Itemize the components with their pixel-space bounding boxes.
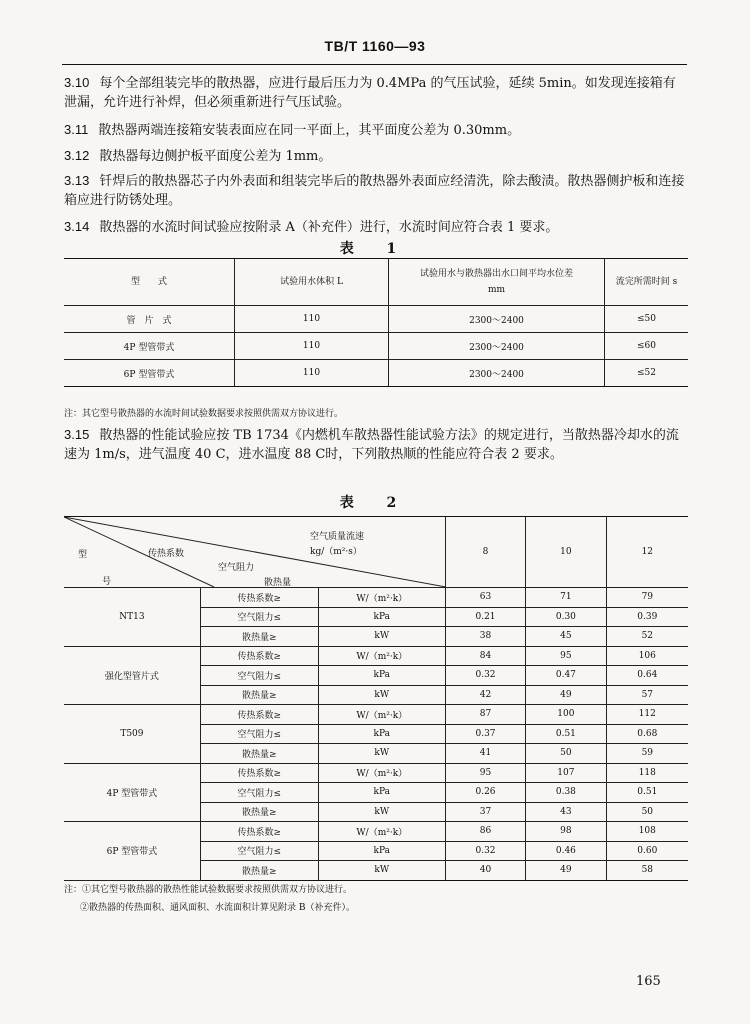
clause-number: 3.13 (64, 173, 90, 188)
value-cell: 71 (526, 588, 606, 608)
table-cell: ≤50 (605, 306, 689, 333)
table-row (64, 360, 688, 387)
value-cell: 118 (606, 763, 688, 783)
clause-number: 3.15 (64, 427, 90, 442)
unit-cell: kW (318, 802, 445, 822)
standard-number: TB/T 1160—93 (324, 38, 426, 54)
param-cell: 散热量≥ (200, 861, 318, 881)
table2 (64, 516, 688, 881)
type-label-bottom: 号 (102, 577, 112, 587)
model-cell: NT13 (64, 588, 200, 647)
value-cell: 37 (445, 802, 525, 822)
value-cell: 0.46 (526, 841, 606, 861)
value-cell: 0.37 (445, 724, 525, 744)
model-cell: T509 (64, 705, 200, 764)
unit-cell: kW (318, 861, 445, 881)
table-cell: ≤60 (605, 333, 689, 360)
value-cell: 59 (606, 744, 688, 764)
mass-flow-label: 空气质量流速 (310, 532, 365, 542)
value-cell: 49 (526, 861, 606, 881)
table1 (64, 258, 688, 387)
air-resistance-label: 空气阻力 (218, 563, 255, 573)
value-cell: 0.39 (606, 607, 688, 627)
unit-cell: kW (318, 744, 445, 764)
value-cell: 0.32 (445, 666, 525, 686)
value-cell: 98 (526, 822, 606, 842)
unit-cell: W/（m²·k） (318, 588, 445, 608)
table2-note-2: ②散热器的传热面积、通风面积、水流面积计算见附录 B（补充件）。 (80, 903, 355, 913)
table-row (64, 763, 688, 783)
value-cell: 0.51 (606, 783, 688, 803)
unit-cell: W/（m²·k） (318, 763, 445, 783)
value-cell: 49 (526, 685, 606, 705)
value-cell: 58 (606, 861, 688, 881)
table2-caption: 表 2 (339, 495, 411, 511)
table-row (64, 646, 688, 666)
mass-flow-unit: kg/（m²·s） (310, 547, 362, 557)
table-row (64, 822, 688, 842)
table-cell: 2300～2400 (389, 360, 605, 387)
value-cell: 84 (445, 646, 525, 666)
table2-note-1: 注：①其它型号散热器的散热性能试验数据要求按照供需双方协议进行。 (64, 885, 353, 895)
unit-cell: kPa (318, 724, 445, 744)
param-cell: 空气阻力≤ (200, 783, 318, 803)
flow-column-header: 12 (606, 517, 688, 588)
table-header: 试验用水体积 L (235, 259, 389, 306)
unit-cell: W/（m²·k） (318, 646, 445, 666)
diagonal-lines (64, 517, 446, 587)
type-label-top: 型 (78, 550, 88, 560)
unit-cell: kPa (318, 841, 445, 861)
clause-number: 3.11 (64, 122, 89, 137)
param-cell: 空气阻力≤ (200, 841, 318, 861)
table-header-row (64, 259, 688, 306)
header-rule (62, 64, 687, 65)
param-cell: 传热系数≥ (200, 822, 318, 842)
value-cell: 41 (445, 744, 525, 764)
clause-3-13 (64, 171, 688, 210)
value-cell: 0.21 (445, 607, 525, 627)
param-cell: 传热系数≥ (200, 646, 318, 666)
unit-cell: kPa (318, 783, 445, 803)
value-cell: 0.68 (606, 724, 688, 744)
param-cell: 传热系数≥ (200, 763, 318, 783)
value-cell: 0.60 (606, 841, 688, 861)
table-cell: 110 (235, 306, 389, 333)
value-cell: 0.32 (445, 841, 525, 861)
table-row (64, 306, 688, 333)
table-row (64, 333, 688, 360)
clause-text: 散热器的性能试验应按 TB 1734《内燃机车散热器性能试验方法》的规定进行，当散热器冷却水的流速为 1m/s，进气温度 40 C，进水温度 88 C时，下列散热顺的性能应符合表 2 要求。 (64, 428, 679, 462)
flow-column-header: 8 (445, 517, 525, 588)
table-row (64, 705, 688, 725)
value-cell: 107 (526, 763, 606, 783)
table-cell: ≤52 (605, 360, 689, 387)
value-cell: 95 (526, 646, 606, 666)
heat-coef-label: 传热系数 (148, 549, 185, 559)
table-cell: 110 (235, 333, 389, 360)
value-cell: 45 (526, 627, 606, 647)
clause-number: 3.14 (64, 219, 90, 234)
value-cell: 63 (445, 588, 525, 608)
unit-cell: kW (318, 685, 445, 705)
value-cell: 43 (526, 802, 606, 822)
table-header: 型 式 (64, 259, 235, 306)
value-cell: 86 (445, 822, 525, 842)
param-cell: 散热量≥ (200, 627, 318, 647)
table1-note: 注：其它型号散热器的水流时间试验数据要求按照供需双方协议进行。 (64, 409, 344, 419)
value-cell: 0.38 (526, 783, 606, 803)
value-cell: 95 (445, 763, 525, 783)
clause-text: 散热器两端连接箱安装表面应在同一平面上，其平面度公差为 0.30mm。 (98, 123, 521, 138)
value-cell: 52 (606, 627, 688, 647)
clause-text: 每个全部组装完毕的散热器，应进行最后压力为 0.4MPa 的气压试验，延续 5min。如发现连接箱有泄漏，允许进行补焊，但必须重新进行气压试验。 (64, 76, 676, 110)
model-cell: 强化型管片式 (64, 646, 200, 705)
value-cell: 0.51 (526, 724, 606, 744)
clause-number: 3.10 (64, 75, 90, 90)
value-cell: 57 (606, 685, 688, 705)
table-header: 试验用水与散热器出水口间平均水位差 mm (389, 259, 605, 306)
clause-text: 散热器每边侧护板平面度公差为 1mm。 (99, 149, 332, 164)
table-cell: 110 (235, 360, 389, 387)
param-cell: 空气阻力≤ (200, 607, 318, 627)
value-cell: 112 (606, 705, 688, 725)
value-cell: 87 (445, 705, 525, 725)
param-cell: 传热系数≥ (200, 705, 318, 725)
page-number: 165 (636, 974, 661, 989)
clause-text: 钎焊后的散热器芯子内外表面和组装完毕后的散热器外表面应经清洗，除去酸渍。散热器侧护板和连接箱应进行防锈处理。 (64, 174, 685, 208)
clause-3-10 (64, 73, 688, 112)
unit-cell: kPa (318, 607, 445, 627)
table-cell: 2300～2400 (389, 306, 605, 333)
table-row (64, 588, 688, 608)
param-cell: 散热量≥ (200, 744, 318, 764)
param-cell: 传热系数≥ (200, 588, 318, 608)
value-cell: 79 (606, 588, 688, 608)
value-cell: 50 (606, 802, 688, 822)
table-header-row (64, 517, 688, 588)
value-cell: 0.30 (526, 607, 606, 627)
table-cell: 4P 型管带式 (64, 333, 235, 360)
value-cell: 0.47 (526, 666, 606, 686)
diagonal-header-cell (64, 517, 445, 588)
value-cell: 0.26 (445, 783, 525, 803)
clause-text: 散热器的水流时间试验应按附录 A（补充件）进行，水流时间应符合表 1 要求。 (99, 220, 559, 235)
table1-caption: 表 1 (339, 241, 411, 257)
clause-3-15 (64, 425, 688, 464)
clause-3-14 (64, 217, 688, 237)
value-cell: 100 (526, 705, 606, 725)
clause-3-11 (64, 120, 688, 140)
param-cell: 空气阻力≤ (200, 724, 318, 744)
param-cell: 空气阻力≤ (200, 666, 318, 686)
heat-dissipation-label: 散热量 (264, 578, 292, 588)
value-cell: 0.64 (606, 666, 688, 686)
clause-3-12 (64, 146, 688, 166)
param-cell: 散热量≥ (200, 802, 318, 822)
flow-column-header: 10 (526, 517, 606, 588)
value-cell: 106 (606, 646, 688, 666)
value-cell: 40 (445, 861, 525, 881)
clause-number: 3.12 (64, 148, 90, 163)
table-cell: 2300～2400 (389, 333, 605, 360)
model-cell: 4P 型管带式 (64, 763, 200, 822)
unit-cell: W/（m²·k） (318, 822, 445, 842)
table-header: 流完所需时间 s (605, 259, 689, 306)
table-cell: 6P 型管带式 (64, 360, 235, 387)
unit-cell: kPa (318, 666, 445, 686)
param-cell: 散热量≥ (200, 685, 318, 705)
value-cell: 50 (526, 744, 606, 764)
value-cell: 38 (445, 627, 525, 647)
unit-cell: W/（m²·k） (318, 705, 445, 725)
unit-cell: kW (318, 627, 445, 647)
table-cell: 管 片 式 (64, 306, 235, 333)
model-cell: 6P 型管带式 (64, 822, 200, 881)
value-cell: 42 (445, 685, 525, 705)
value-cell: 108 (606, 822, 688, 842)
